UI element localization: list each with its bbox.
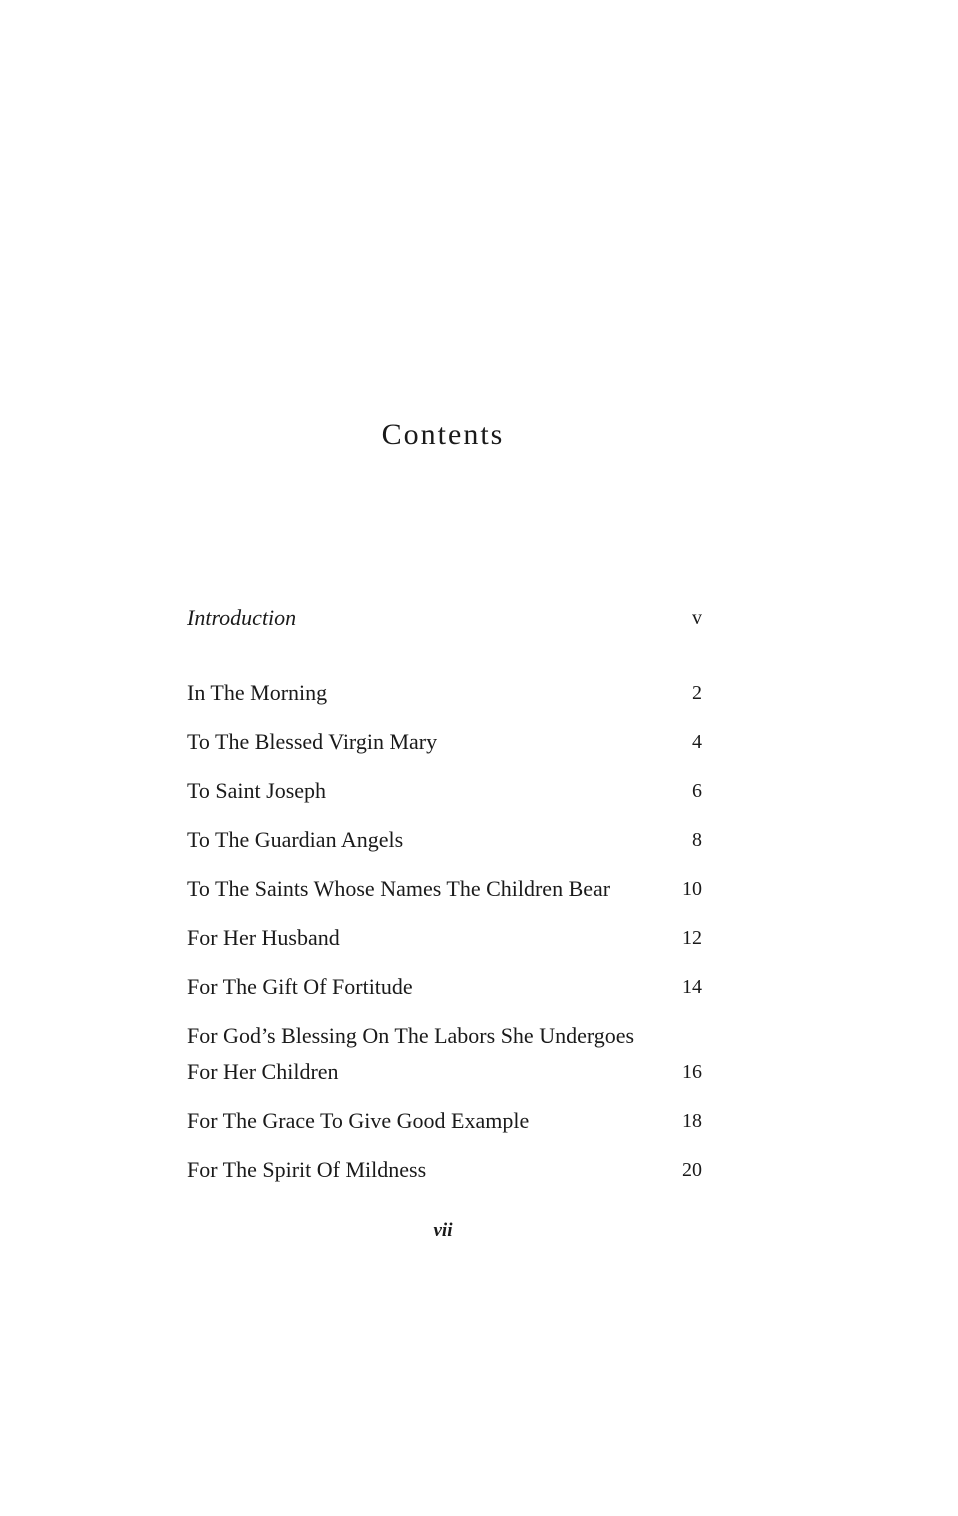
toc-entry-title: Introduction (187, 605, 297, 630)
toc-entry-page: 2 (692, 682, 702, 704)
toc-entry-page: 20 (682, 1159, 702, 1181)
toc-entry-page: 14 (682, 976, 702, 998)
toc-entry-page: 8 (692, 829, 702, 851)
toc-entry[interactable] (187, 822, 702, 858)
toc-entry[interactable] (187, 969, 702, 1005)
toc-entry-title: For Her Husband (187, 925, 340, 950)
toc-entry-page: 4 (692, 731, 702, 753)
toc-entry[interactable] (187, 724, 702, 760)
toc-entry[interactable] (187, 675, 702, 711)
folio-page-number: vii (433, 1220, 453, 1241)
toc-entry-page: 18 (682, 1110, 702, 1132)
toc-entry[interactable] (187, 871, 702, 907)
toc-entry-title: To Saint Joseph (187, 778, 327, 803)
toc-entry[interactable] (187, 920, 702, 956)
toc-entry-title: To The Saints Whose Names The Children Bear (187, 876, 611, 901)
toc-entry-page: 12 (682, 927, 702, 949)
toc-entry-introduction[interactable] (187, 600, 702, 636)
toc-entry-title: For The Spirit Of Mildness (187, 1157, 427, 1182)
toc-entry[interactable] (187, 1152, 702, 1188)
toc-entry-page: v (692, 607, 702, 629)
toc-entry[interactable] (187, 1103, 702, 1139)
toc-entry[interactable] (187, 1018, 702, 1090)
toc-entry-page: 10 (682, 878, 702, 900)
toc-entry-page: 6 (692, 780, 702, 802)
toc-entry-title: To The Guardian Angels (187, 827, 404, 852)
toc-entry-title: To The Blessed Virgin Mary (187, 729, 438, 754)
toc-entry-page: 16 (682, 1061, 702, 1083)
toc-entry-title: For The Grace To Give Good Example (187, 1108, 530, 1133)
page-title: Contents (381, 418, 505, 451)
toc-entry-title: In The Morning (187, 680, 328, 705)
toc-entry[interactable] (187, 773, 702, 809)
toc-entry-title: For The Gift Of Fortitude (187, 974, 413, 999)
toc-entry-title: For God’s Blessing On The Labors She Undergoes For Her Children (187, 1023, 635, 1084)
